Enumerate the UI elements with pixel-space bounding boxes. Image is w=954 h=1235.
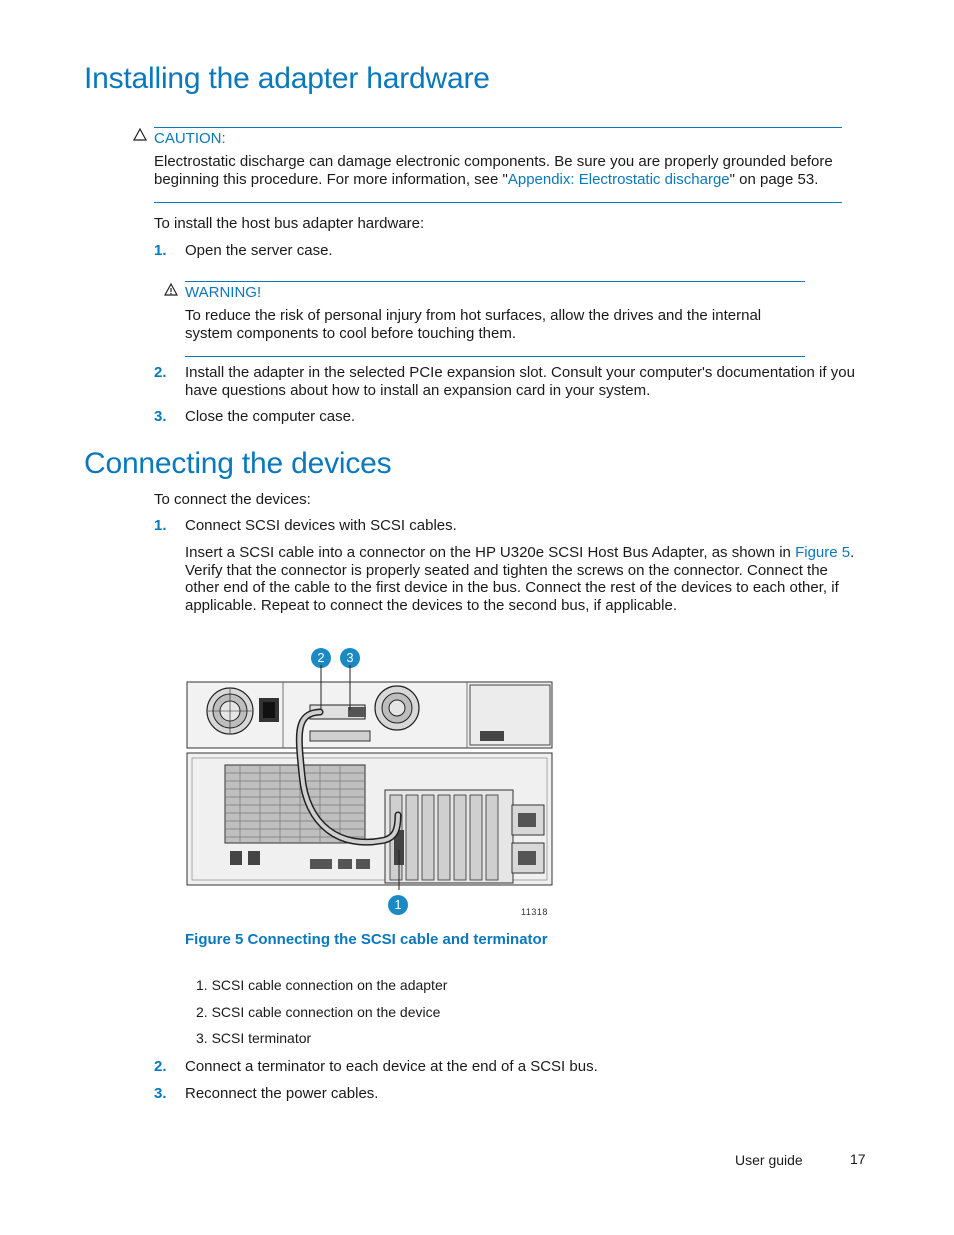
callout-2: 2 [311,648,331,668]
warning-triangle-icon [164,283,178,299]
connect-intro: To connect the devices: [154,491,311,508]
step-number: 2. [154,1058,167,1075]
step-number: 3. [154,1085,167,1102]
footer-label: User guide [735,1152,803,1168]
warning-label: WARNING! [185,284,262,301]
figure-5-link[interactable]: Figure 5 [795,544,851,561]
legend-item: 2. SCSI cable connection on the device [196,1003,441,1020]
caution-line-2-post: " on page 53. [729,170,819,188]
step-text: Connect a terminator to each device at the end of a SCSI bus. [185,1058,598,1075]
warning-text [185,307,761,342]
step-number: 1. [154,242,167,259]
appendix-link[interactable]: Appendix: Electrostatic discharge [507,170,730,188]
warning-line-1: To reduce the risk of personal injury from hot surfaces, allow the drives and the internal [185,307,762,324]
para-line-1-post: . [850,544,855,561]
para-line-1 [185,544,865,562]
para-line-2: Verify that the connector is properly seated and tighten the screws on the connector. Connect the [185,561,828,579]
step-text: Reconnect the power cables. [185,1085,379,1102]
step-text [185,364,855,399]
warning-line-2: system components to cool before touching them. [185,324,517,342]
section-title-connecting: Connecting the devices [84,447,392,480]
figure-caption: Figure 5 Connecting the SCSI cable and terminator [185,931,548,948]
step-text: Open the server case. [185,242,333,259]
legend-item: 3. SCSI terminator [196,1030,312,1046]
caution-top-rule [154,127,842,128]
caution-triangle-icon [133,128,147,144]
para-line-4: applicable. Repeat to connect the devices to the second bus, if applicable. [185,596,677,614]
figure-legend [196,972,447,1052]
step-text: Connect SCSI devices with SCSI cables. [185,517,457,534]
para-line-1-pre: Insert a SCSI cable into a connector on the HP U320e SCSI Host Bus Adapter, as shown in [185,544,796,561]
warning-bottom-rule [185,356,805,357]
para-line-3: other end of the cable to the first device in the bus. Connect the rest of the devices to each other, if [185,579,839,596]
step-number: 2. [154,364,167,381]
server-rear-illustration [180,665,560,890]
caution-line-2 [154,171,833,189]
step-text: Close the computer case. [185,408,356,425]
page-number: 17 [850,1151,866,1167]
connect-paragraph [185,544,865,614]
callout-1: 1 [388,895,408,915]
figure-image-id: 11318 [521,907,548,917]
caution-line-2-pre: beginning this procedure. For more information, see " [154,170,508,188]
callout-3: 3 [340,648,360,668]
step-2-line-2: have questions about how to install an expansion card in your system. [185,381,651,399]
section-title-installing: Installing the adapter hardware [84,62,490,95]
caution-label: CAUTION: [154,130,226,147]
install-intro: To install the host bus adapter hardware: [154,215,425,232]
caution-bottom-rule [154,202,842,203]
warning-top-rule [185,281,805,282]
caution-text [154,153,833,188]
caution-line-1: Electrostatic discharge can damage electronic components. Be sure you are properly grounded before [154,153,833,170]
legend-item: 1. SCSI cable connection on the adapter [196,977,448,993]
step-number: 1. [154,517,167,534]
step-number: 3. [154,408,167,425]
step-2-line-1: Install the adapter in the selected PCIe expansion slot. Consult your computer's documentation if you [185,364,855,381]
